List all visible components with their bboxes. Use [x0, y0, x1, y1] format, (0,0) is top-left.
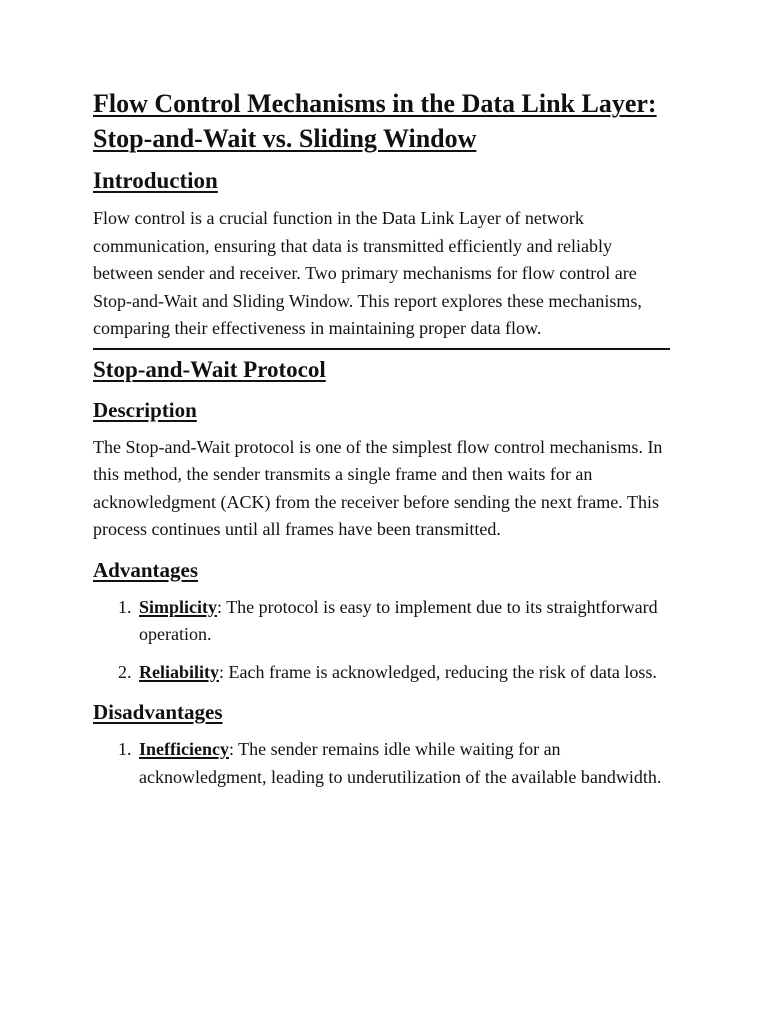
list-item-text: : The protocol is easy to implement due to its straightforward operation.: [139, 596, 658, 644]
introduction-paragraph: Flow control is a crucial function in the Data Link Layer of network communication, ensuring that data is transmitted efficiently and reliably between sender and receiver. Two primary mechanisms for flow control are Stop-and-Wait and Sliding Window. This report explores these mechanisms, comparing their effectiveness in maintaining proper data flow.: [93, 208, 642, 338]
advantages-heading: Advantages: [93, 557, 199, 582]
list-number: 2.: [118, 661, 132, 682]
disadvantages-list: [93, 736, 672, 791]
list-item-text: : The sender remains idle while waiting for an acknowledgment, leading to underutilization of the available bandwidth.: [139, 739, 662, 787]
list-item: [93, 736, 672, 791]
advantages-list: [93, 594, 672, 687]
document-title: Flow Control Mechanisms in the Data Link Layer: Stop-and-Wait vs. Sliding Window: [93, 89, 657, 153]
introduction-heading: Introduction: [93, 168, 218, 193]
list-item: [93, 659, 672, 687]
description-paragraph: The Stop-and-Wait protocol is one of the simplest flow control mechanisms. In this method, the sender transmits a single frame and then waits for an acknowledgment (ACK) from the receiver before sending the next frame. This process continues until all frames have been transmitted.: [93, 436, 663, 539]
list-item: [93, 594, 672, 649]
term-reliability: Reliability: [139, 661, 219, 682]
term-simplicity: Simplicity: [139, 596, 218, 617]
term-inefficiency: Inefficiency: [139, 739, 229, 759]
stop-and-wait-heading: Stop-and-Wait Protocol: [93, 356, 326, 382]
list-number: 1.: [118, 596, 132, 617]
disadvantages-heading: Disadvantages: [93, 700, 223, 724]
section-divider: [93, 348, 670, 350]
list-item-text: : Each frame is acknowledged, reducing the risk of data loss.: [219, 661, 657, 682]
description-heading: Description: [93, 397, 197, 422]
list-number: 1.: [118, 739, 132, 759]
